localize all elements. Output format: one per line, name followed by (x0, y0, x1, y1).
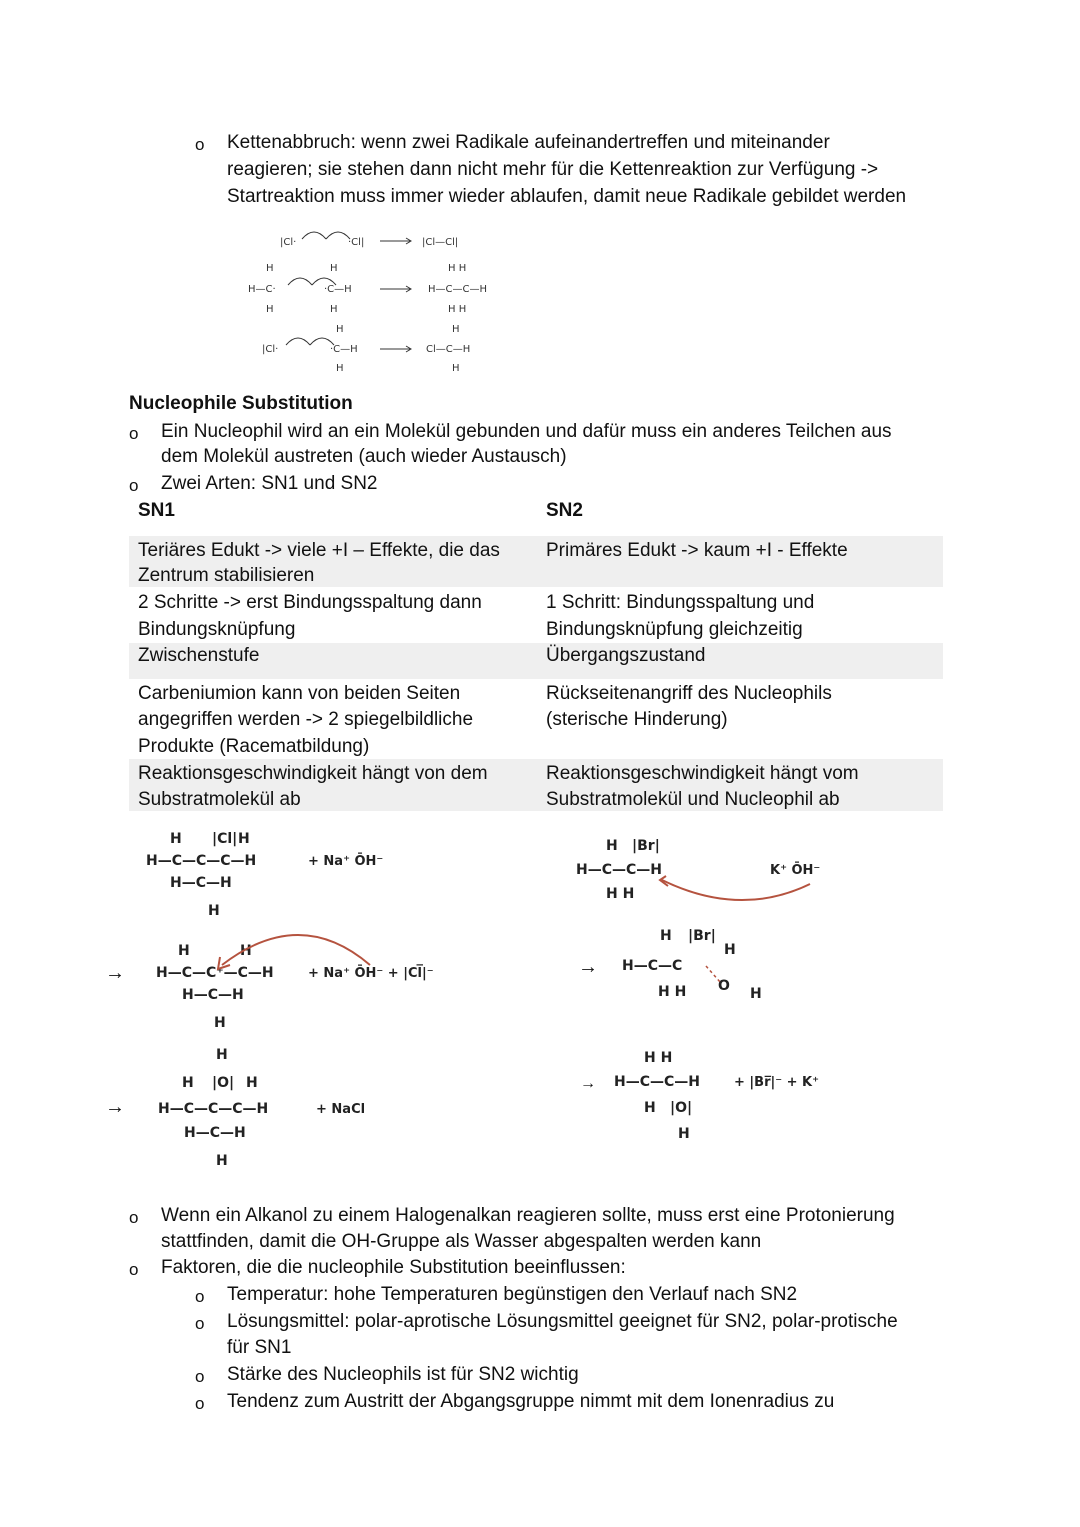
bullet-marker: o (129, 476, 139, 495)
svg-text:H: H (330, 304, 338, 315)
step-arrow-icon: → (105, 962, 125, 984)
svg-text:H: H (678, 1126, 690, 1142)
table-cell: 1 Schritt: Bindungsspaltung und (546, 592, 815, 613)
svg-text:H: H (606, 838, 618, 854)
table-cell: Zwischenstufe (138, 645, 260, 666)
oxygen-atom: |O| (212, 1075, 235, 1091)
svg-text:H: H (266, 263, 274, 274)
svg-text:H: H (724, 942, 736, 958)
svg-text:H: H (214, 1015, 226, 1031)
svg-text:H: H (336, 324, 344, 335)
table-cell: 2 Schritte -> erst Bindungsspaltung dann (138, 592, 482, 613)
table-cell: Zentrum stabilisieren (138, 565, 315, 586)
svg-text:H—C—C—H: H—C—C—H (614, 1074, 700, 1090)
bullet-marker: o (195, 1287, 205, 1306)
svg-text:H: H (266, 304, 274, 315)
table-cell: Bindungsknüpfung gleichzeitig (546, 619, 803, 640)
table-cell: Rückseitenangriff des Nucleophils (546, 683, 832, 704)
table-cell: Übergangszustand (546, 645, 706, 666)
sn1-mechanism (100, 825, 500, 1175)
svg-text:H: H (182, 1075, 194, 1091)
bullet-marker: o (195, 1314, 205, 1333)
paragraph-line: Kettenabbruch: wenn zwei Radikale aufeinandertreffen und miteinander (227, 132, 830, 153)
svg-text:H—C—C—C—H: H—C—C—C—H (158, 1101, 269, 1117)
bullet-marker: o (129, 1260, 139, 1279)
paragraph-line: dem Molekül austreten (auch wieder Austausch) (161, 446, 567, 467)
paragraph-line: stattfinden, damit die OH-Gruppe als Wasser abgespalten werden kann (161, 1231, 762, 1252)
paragraph-line: Ein Nucleophil wird an ein Molekül gebunden und dafür muss ein anderes Teilchen aus (161, 421, 892, 442)
svg-text:H: H (178, 943, 190, 959)
svg-text:H—C—C—C—H: H—C—C—C—H (146, 853, 257, 869)
svg-text:H: H (452, 324, 460, 335)
table-cell: Carbeniumion kann von beiden Seiten (138, 683, 461, 704)
svg-text:H: H (330, 263, 338, 274)
sn2-mechanism (570, 832, 870, 1152)
svg-text:H—C—H: H—C—H (184, 1125, 246, 1141)
svg-text:H: H (238, 831, 250, 847)
table-cell: Teriäres Edukt -> viele +I – Effekte, die das (138, 540, 500, 561)
section-title: Nucleophile Substitution (129, 393, 353, 414)
svg-text:O: O (718, 978, 730, 994)
reagent-label: + Na⁺ ŌH⁻ (308, 854, 384, 869)
step-arrow-icon: → (580, 1075, 596, 1092)
bromine-atom: |Br| (632, 838, 660, 854)
bromine-atom: |Br| (688, 928, 716, 944)
svg-text:H—C—H: H—C—H (170, 875, 232, 891)
svg-text:H H: H H (658, 984, 687, 1000)
reagent-label: K⁺ ŌH⁻ (770, 863, 821, 878)
chloromethane: Cl—C—H (426, 344, 471, 355)
table-cell: Substratmolekül und Nucleophil ab (546, 789, 840, 810)
svg-text:H—C—C: H—C—C (622, 958, 683, 974)
step-arrow-icon: → (578, 956, 598, 978)
svg-text:·C—H: ·C—H (330, 344, 358, 355)
svg-text:H: H (170, 831, 182, 847)
svg-text:H: H (208, 903, 220, 919)
paragraph-line: Tendenz zum Austritt der Abgangsgruppe nimmt mit dem Ionenradius zu (227, 1391, 835, 1412)
bullet-marker: o (195, 1394, 205, 1413)
table-cell: Reaktionsgeschwindigkeit hängt von dem (138, 763, 488, 784)
svg-text:H: H (240, 943, 252, 959)
svg-text:H H: H H (448, 304, 467, 315)
paragraph-line: Stärke des Nucleophils ist für SN2 wichtig (227, 1364, 579, 1385)
table-cell: angegriffen werden -> 2 spiegelbildliche (138, 709, 474, 730)
table-header-sn1: SN1 (138, 500, 175, 521)
oxygen-atom: |O| (670, 1100, 693, 1116)
svg-text:H H: H H (644, 1050, 673, 1066)
reagent-label: + Na⁺ ŌH⁻ + |Cl̅|⁻ (308, 966, 434, 981)
chlorine-atom: |Cl| (212, 831, 238, 847)
svg-text:H—C—C—H: H—C—C—H (428, 284, 488, 295)
chlorine-molecule: |Cl—Cl| (422, 237, 459, 248)
svg-text:H H: H H (606, 886, 635, 902)
table-cell: (sterische Hinderung) (546, 709, 728, 730)
bullet-marker: o (129, 1208, 139, 1227)
chlorine-radical: |Cl· (262, 344, 279, 355)
svg-text:H H: H H (448, 263, 467, 274)
paragraph-line: Lösungsmittel: polar-aprotische Lösungsmittel geeignet für SN2, polar-protische (227, 1311, 898, 1332)
svg-text:·C—H: ·C—H (324, 284, 352, 295)
table-cell: Produkte (Racematbildung) (138, 736, 370, 757)
svg-text:H: H (246, 1075, 258, 1091)
bullet-marker: o (195, 135, 205, 154)
paragraph-line: für SN1 (227, 1337, 292, 1358)
svg-text:H: H (216, 1153, 228, 1169)
table-cell: Reaktionsgeschwindigkeit hängt vom (546, 763, 859, 784)
svg-text:H—C·: H—C· (248, 284, 276, 295)
table-cell: Substratmolekül ab (138, 789, 301, 810)
reagent-label: + |Br̅|⁻ + K⁺ (734, 1075, 819, 1090)
step-arrow-icon: → (105, 1096, 125, 1118)
table-header-sn2: SN2 (546, 500, 583, 521)
svg-text:H: H (750, 986, 762, 1002)
reagent-label: + NaCl (316, 1102, 366, 1117)
svg-text:H: H (660, 928, 672, 944)
table-cell: Primäres Edukt -> kaum +I - Effekte (546, 540, 848, 561)
paragraph-line: Faktoren, die die nucleophile Substitution beeinflussen: (161, 1257, 626, 1278)
paragraph-line: reagieren; sie stehen dann nicht mehr für die Kettenreaktion zur Verfügung -> (227, 159, 879, 180)
paragraph-line: Startreaktion muss immer wieder ablaufen, damit neue Radikale gebildet werden (227, 186, 907, 207)
paragraph-line: Temperatur: hohe Temperaturen begünstigen den Verlauf nach SN2 (227, 1284, 798, 1305)
svg-text:H: H (452, 363, 460, 374)
svg-text:H: H (644, 1100, 656, 1116)
paragraph-line: Wenn ein Alkanol zu einem Halogenalkan reagieren sollte, muss erst eine Protonierung (161, 1205, 895, 1226)
chain-termination-scheme (240, 225, 520, 375)
paragraph-line: Zwei Arten: SN1 und SN2 (161, 473, 378, 494)
svg-text:H—C—C—H: H—C—C—H (576, 862, 662, 878)
chlorine-radical: |Cl· (280, 237, 297, 248)
table-cell: Bindungsknüpfung (138, 619, 296, 640)
svg-text:H—C—C⁺—C—H: H—C—C⁺—C—H (156, 965, 274, 981)
svg-text:H—C—H: H—C—H (182, 987, 244, 1003)
svg-text:H: H (336, 363, 344, 374)
bullet-marker: o (129, 424, 139, 443)
bullet-marker: o (195, 1367, 205, 1386)
svg-text:H: H (216, 1047, 228, 1063)
chlorine-radical: ·Cl| (348, 237, 365, 248)
